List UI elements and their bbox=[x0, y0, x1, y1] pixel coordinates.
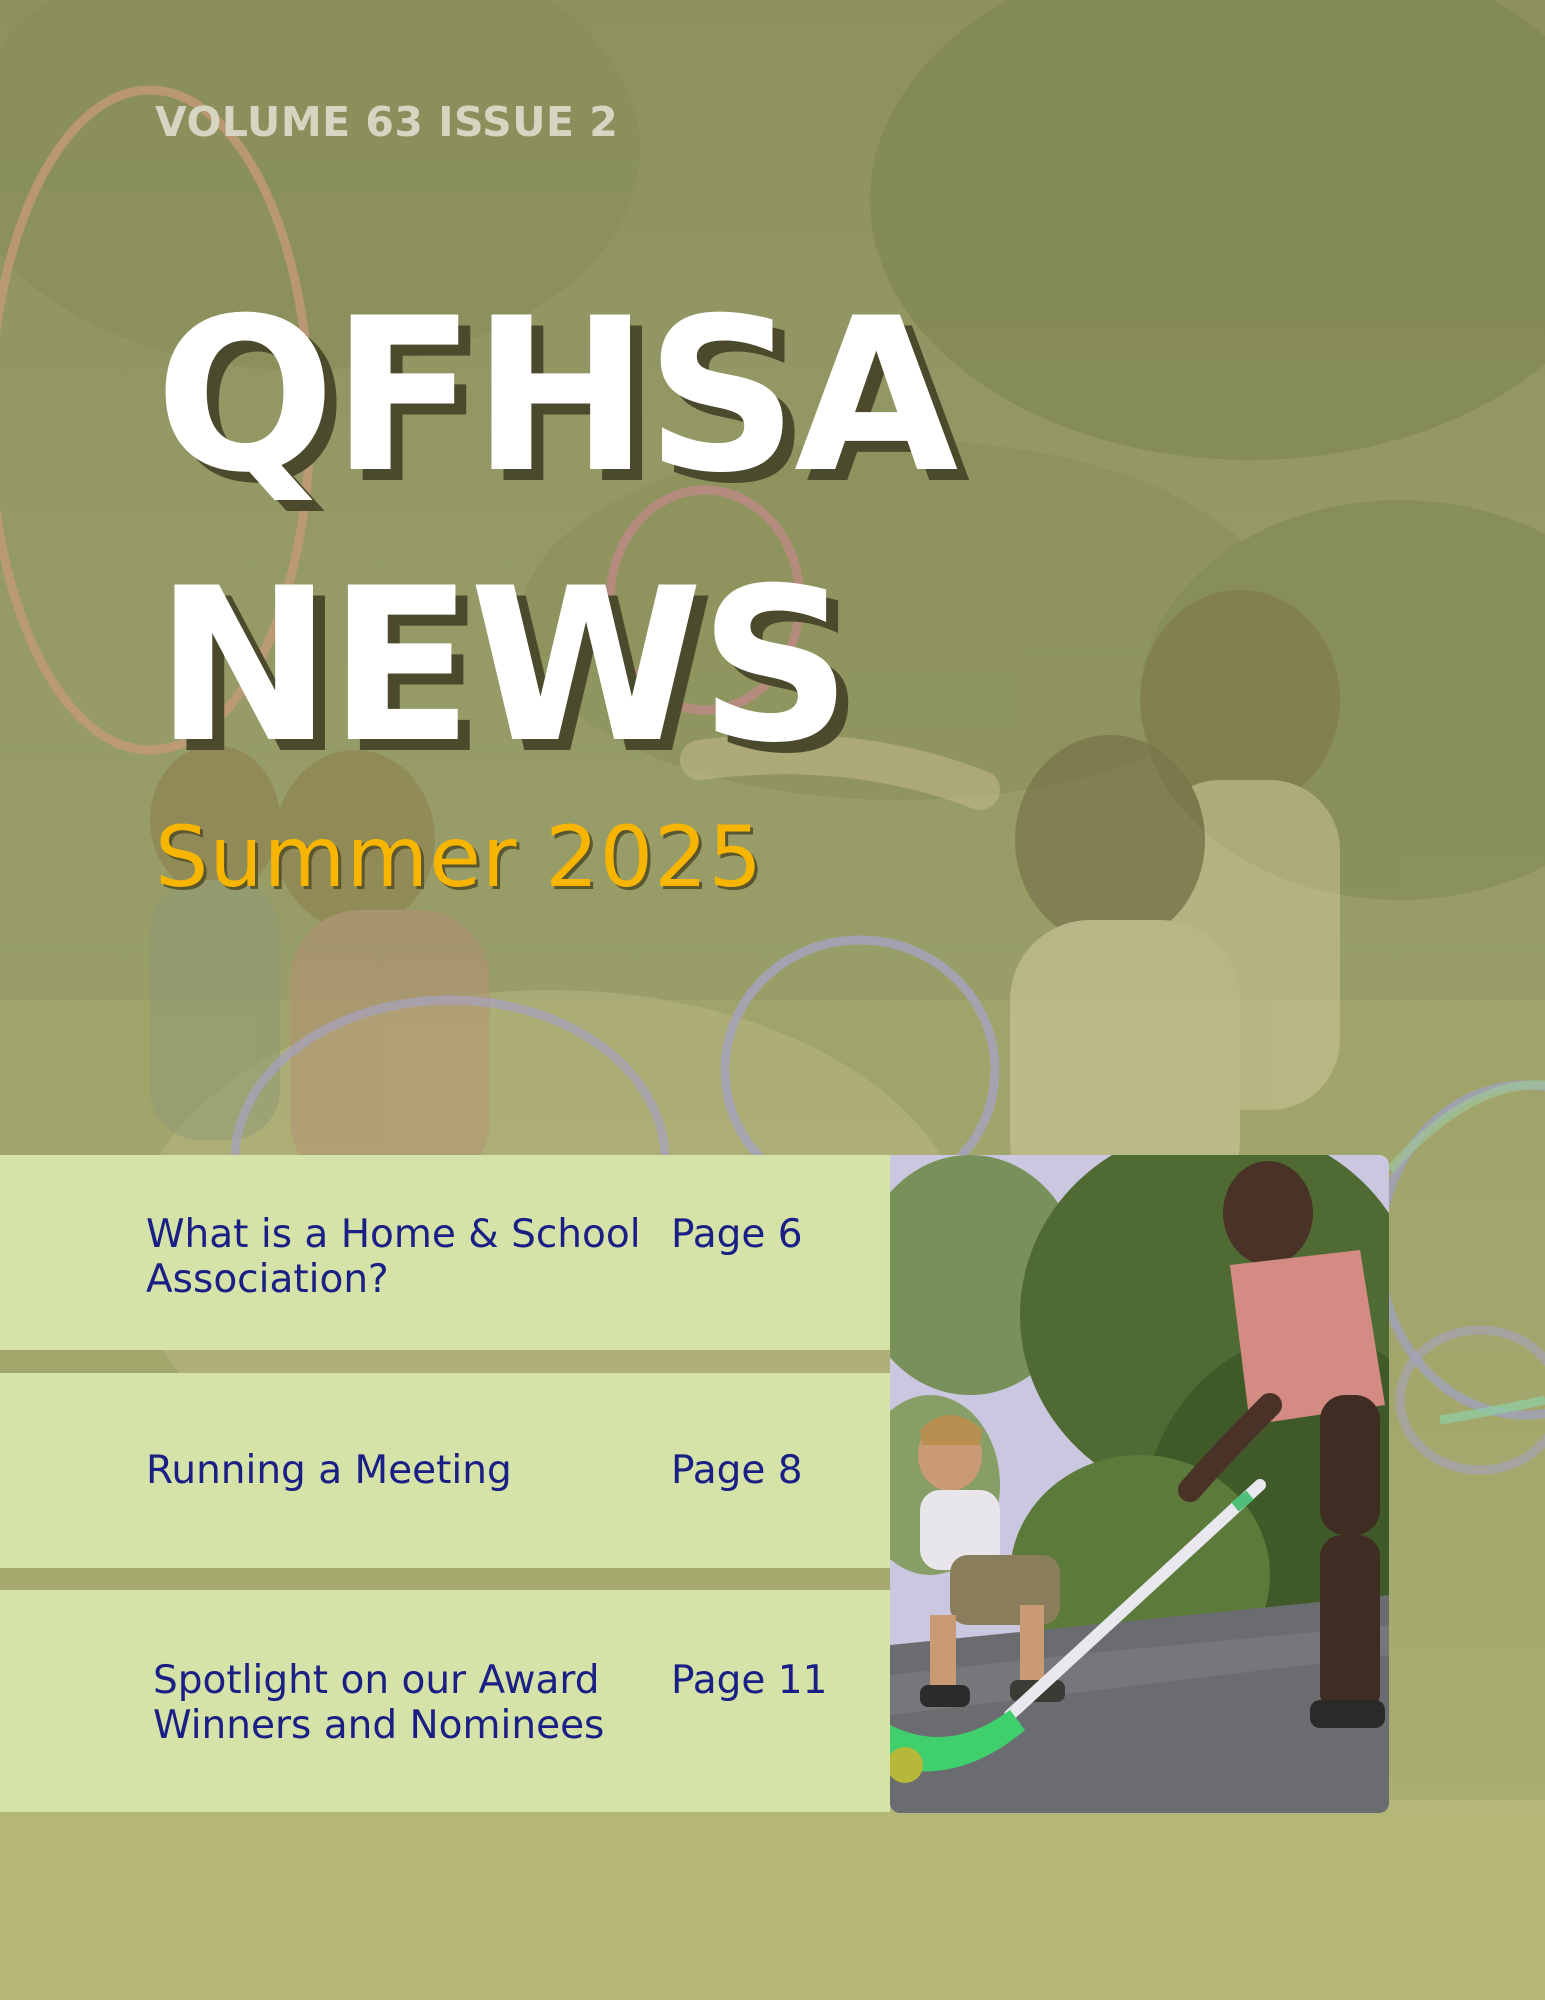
toc-entry[interactable] bbox=[0, 1590, 890, 1812]
toc-entry[interactable] bbox=[0, 1373, 890, 1568]
toc-entry-title-line: What is a Home & School bbox=[146, 1212, 641, 1257]
floor-hockey-illustration bbox=[890, 1155, 1389, 1813]
toc-entry-title bbox=[146, 1212, 641, 1302]
volume-issue-label: VOLUME 63 ISSUE 2 bbox=[155, 98, 619, 146]
issue-season: Summer 2025 bbox=[155, 808, 763, 906]
toc-entry-title-line: Running a Meeting bbox=[146, 1448, 512, 1493]
toc-entry-page: Page 6 bbox=[671, 1212, 803, 1257]
toc-entry-title-line: Association? bbox=[146, 1257, 389, 1302]
toc-entry-page: Page 11 bbox=[671, 1658, 828, 1703]
toc-entry-title bbox=[153, 1658, 604, 1748]
floor-hockey-photo bbox=[890, 1155, 1389, 1813]
toc-entry-title bbox=[146, 1448, 512, 1493]
masthead-title-line-2: NEWS bbox=[155, 542, 848, 789]
toc-entry-title-line: Spotlight on our Award bbox=[153, 1658, 600, 1703]
toc-entry-title-line: Winners and Nominees bbox=[153, 1703, 605, 1748]
toc-entry[interactable] bbox=[0, 1155, 890, 1350]
masthead-title-line-1: QFHSA bbox=[155, 272, 955, 519]
toc-entry-page: Page 8 bbox=[671, 1448, 803, 1493]
